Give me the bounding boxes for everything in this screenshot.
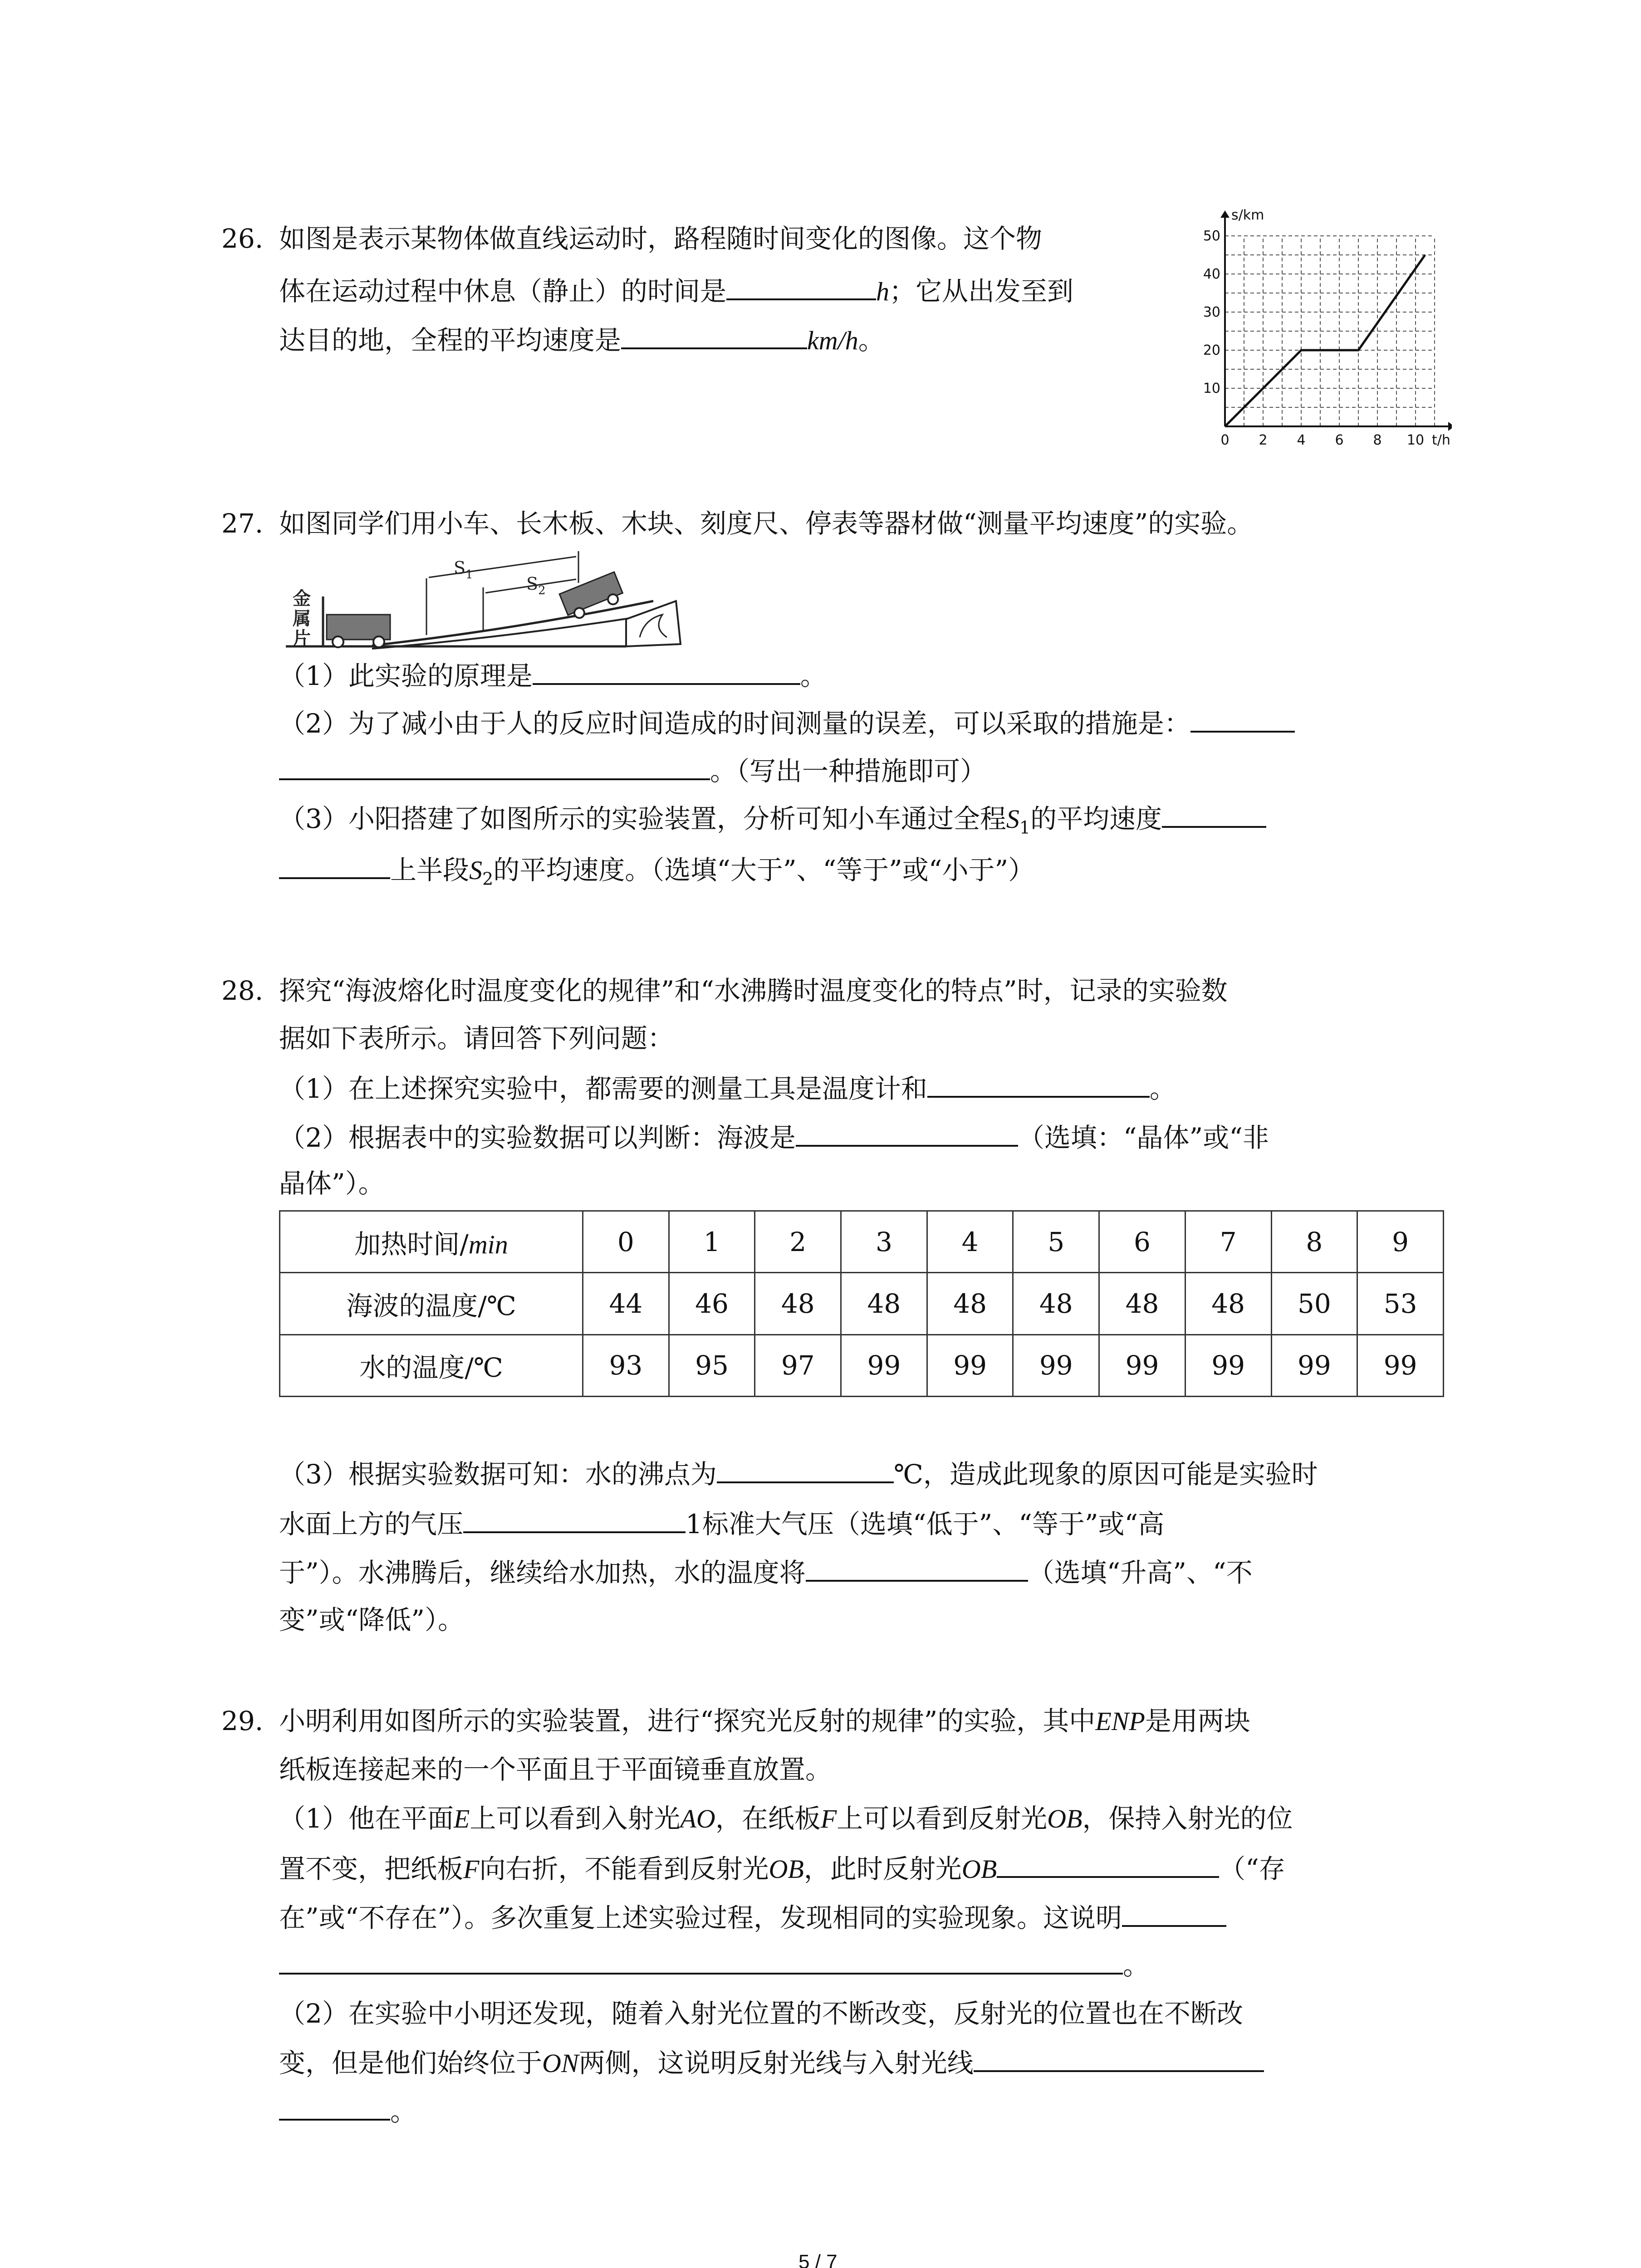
answer-blank[interactable] [279,2098,390,2121]
distance-time-chart [1198,200,1452,454]
question-text: 置不变，把纸板F向右折，不能看到反射光OB，此时反射光OB （“存 [279,1853,1285,1884]
table-row [280,1334,1444,1396]
x-tick-label: 2 [1259,432,1268,448]
question-text: 小明利用如图所示的实验装置，进行“探究光反射的规律”的实验，其中ENP是用两块 [279,1706,1250,1736]
question-text: 探究“海波熔化时温度变化的规律”和“水沸腾时温度变化的特点”时，记录的实验数 [279,975,1228,1006]
answer-blank[interactable] [806,1559,1028,1582]
y-tick-label: 50 [1203,228,1220,244]
data-table [279,1210,1444,1397]
answer-blank[interactable] [796,1124,1018,1147]
wheel [333,636,343,647]
question-text: 如图同学们用小车、长木板、木块、刻度尺、停表等器材做“测量平均速度”的实验。 [279,508,1254,539]
table-cell: 99 [1271,1334,1357,1396]
table-cell: 1 [669,1211,755,1273]
metal-label: 金 [293,588,311,609]
question-text: 变”或“降低”）。 [279,1604,464,1635]
question-text: （2）根据表中的实验数据可以判断：海波是 （选填：“晶体”或“非 [279,1122,1269,1153]
x-tick-label: 6 [1335,432,1344,448]
question-text: （1）此实验的原理是 。 [279,660,827,691]
table-header-cell: 海波的温度/℃ [280,1273,583,1334]
series-line [1225,255,1425,426]
y-tick-label: 30 [1203,304,1220,320]
incline-board [372,615,653,649]
answer-blank[interactable] [463,1510,686,1533]
s1-arrow [429,557,576,577]
question-text: 晶体”）。 [279,1168,385,1199]
answer-blank[interactable] [1122,1904,1226,1927]
answer-blank[interactable] [533,662,800,685]
question-text: （1）在上述探究实验中，都需要的测量工具是温度计和 。 [279,1073,1176,1104]
table-cell: 2 [755,1211,841,1273]
question-text: 上半段$S_2$的平均速度。（选填“大于”、“等于”或“小于”） [279,856,1034,888]
question-text: 纸板连接起来的一个平面且于平面镜垂直放置。 [279,1754,832,1785]
wheel [373,636,384,647]
question-text: 。 [279,2098,416,2125]
table-row [280,1273,1444,1334]
table-cell: 48 [755,1273,841,1334]
answer-blank[interactable] [279,1952,1123,1975]
question-text: 。 [279,1952,1149,1979]
question-text: （3）小阳搭建了如图所示的实验装置，分析可知小车通过全程$S_1$的平均速度 [279,805,1266,836]
s2-label: $S_2$ [526,574,546,597]
answer-blank[interactable] [1162,805,1266,828]
incline-board [372,601,653,645]
table-cell: 95 [669,1334,755,1396]
table-cell: 48 [841,1273,927,1334]
page-number: 5 / 7 [798,2251,838,2268]
table-cell: 44 [583,1273,669,1334]
question-text: 。（写出一种措施即可） [279,758,986,784]
table-cell: 99 [1099,1334,1185,1396]
answer-blank[interactable] [279,758,710,780]
question-text: 据如下表所示。请回答下列问题： [279,1023,674,1054]
answer-blank[interactable] [927,1075,1150,1098]
table-header-cell: 水的温度/℃ [280,1334,583,1396]
answer-blank[interactable] [717,1461,894,1483]
table-cell: 99 [1357,1334,1444,1396]
table-cell: 0 [583,1211,669,1273]
table-cell: 93 [583,1334,669,1396]
answer-blank[interactable] [621,327,807,349]
table-cell: 53 [1357,1273,1444,1334]
table-cell: 48 [1099,1273,1185,1334]
s1-label: $S_1$ [454,558,473,582]
chart-axes [1220,210,1452,431]
x-tick-label: 4 [1297,432,1306,448]
question-number: 27. [221,508,264,539]
y-tick-label: 20 [1203,342,1220,358]
question-text: 于”）。水沸腾后，继续给水加热，水的温度将 （选填“升高”、“不 [279,1557,1253,1588]
table-cell: 9 [1357,1211,1444,1273]
question-text: 在”或“不存在”）。多次重复上述实验过程，发现相同的实验现象。这说明 [279,1904,1226,1931]
cart-top [559,572,625,622]
table-header-cell: 加热时间/min [280,1211,583,1273]
y-axis-label: s/km [1231,207,1264,223]
answer-blank[interactable] [279,856,390,879]
question-number: 29. [221,1706,264,1736]
table-cell: 99 [927,1334,1013,1396]
table-cell: 4 [927,1211,1013,1273]
metal-label: 片 [293,628,311,649]
answer-blank[interactable] [1190,710,1295,733]
table-cell: 7 [1185,1211,1271,1273]
x-axis-label: t/h [1432,432,1450,448]
table-cell: 5 [1013,1211,1099,1273]
answer-blank[interactable] [974,2049,1264,2072]
table-cell: 48 [1013,1273,1099,1334]
table-cell: 3 [841,1211,927,1273]
answer-blank[interactable] [997,1855,1219,1878]
table-cell: 8 [1271,1211,1357,1273]
question-text: （1）他在平面E上可以看到入射光AO，在纸板F上可以看到反射光OB，保持入射光的位 [279,1803,1293,1834]
table-row [280,1211,1444,1273]
chart-series [1225,255,1425,426]
table-cell: 48 [927,1273,1013,1334]
question-text: 达目的地，全程的平均速度是 km/h。 [279,325,885,356]
question-text: （2）为了减小由于人的反应时间造成的时间测量的误差，可以采取的措施是： [279,710,1295,737]
y-tick-label: 10 [1203,381,1220,396]
wood-block [626,601,681,646]
table-cell: 97 [755,1334,841,1396]
question-text: （2）在实验中小明还发现，随着入射光位置的不断改变，反射光的位置也在不断改 [279,1998,1243,2029]
x-tick-label: 8 [1373,432,1382,448]
answer-blank[interactable] [726,278,876,300]
question-text: （3）根据实验数据可知：水的沸点为 ℃，造成此现象的原因可能是实验时 [279,1459,1318,1490]
incline-cart-figure [281,551,735,655]
metal-label: 属 [293,608,311,629]
table-cell: 99 [841,1334,927,1396]
table-cell: 99 [1185,1334,1271,1396]
table-cell: 6 [1099,1211,1185,1273]
table-cell: 99 [1013,1334,1099,1396]
question-text: 变，但是他们始终位于ON两侧，这说明反射光线与入射光线 [279,2049,1264,2077]
table-cell: 48 [1185,1273,1271,1334]
question-text: 如图是表示某物体做直线运动时，路程随时间变化的图像。这个物 [279,223,1043,254]
chart-grid [1225,236,1435,426]
table-cell: 50 [1271,1273,1357,1334]
y-axis-arrow [1220,210,1230,218]
x-tick-label: 10 [1406,432,1425,448]
question-text: 体在运动过程中休息（静止）的时间是 h；它从出发至到 [279,276,1074,307]
question-text: 水面上方的气压 1标准大气压（选填“低于”、“等于”或“高 [279,1509,1165,1540]
y-tick-label: 40 [1203,266,1220,282]
x-axis-arrow [1448,422,1452,431]
table-cell: 46 [669,1273,755,1334]
question-number: 26. [221,223,264,254]
question-number: 28. [221,975,264,1006]
x-tick-label: 0 [1220,432,1230,448]
